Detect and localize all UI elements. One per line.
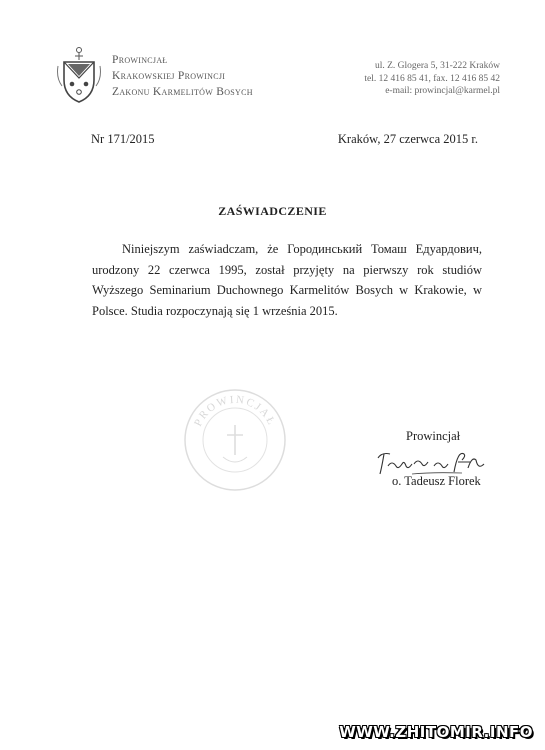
signatory-name: o. Tadeusz Florek [392,474,481,488]
svg-text:PROWINCJAŁ: PROWINCJAŁ [192,393,278,429]
contact-phone: tel. 12 416 85 41, fax. 12 416 85 42 [364,73,500,84]
contact-details [364,60,500,98]
organization-name [112,52,253,100]
contact-email: e-mail: prowincjal@karmel.pl [385,86,500,96]
org-line: Zakonu Karmelitów Bosych [112,86,253,98]
certificate-body [92,239,482,321]
contact-address: ul. Z. Glogera 5, 31-222 Kraków [374,61,500,71]
reference-number: Nr 171/2015 [91,132,155,146]
carmelite-coat-of-arms-icon [56,44,102,104]
site-watermark: WWW.ZHITOMIR.INFO [339,723,533,741]
official-seal-icon [180,385,290,495]
org-line: Krakowskiej Prowincji [112,70,226,82]
place-and-date: Kraków, 27 czerwca 2015 r. [337,132,478,146]
document-title: ZAŚWIADCZENIE [218,204,327,218]
certificate-paragraph: Niniejszym zaświadczam, że Городинський Томаш Едуардович, urodzony 22 czerwca 1995, został przyjęty na pierwszy rok studiów Wyższego Seminarium Duchownego Karmelitów Bosych w Krakowie, w Polsce. Studia rozpoczynają się 1 września 2015. [92,242,482,318]
signatory-role: Prowincjał [406,429,461,443]
org-line: Prowincjał [112,54,168,66]
